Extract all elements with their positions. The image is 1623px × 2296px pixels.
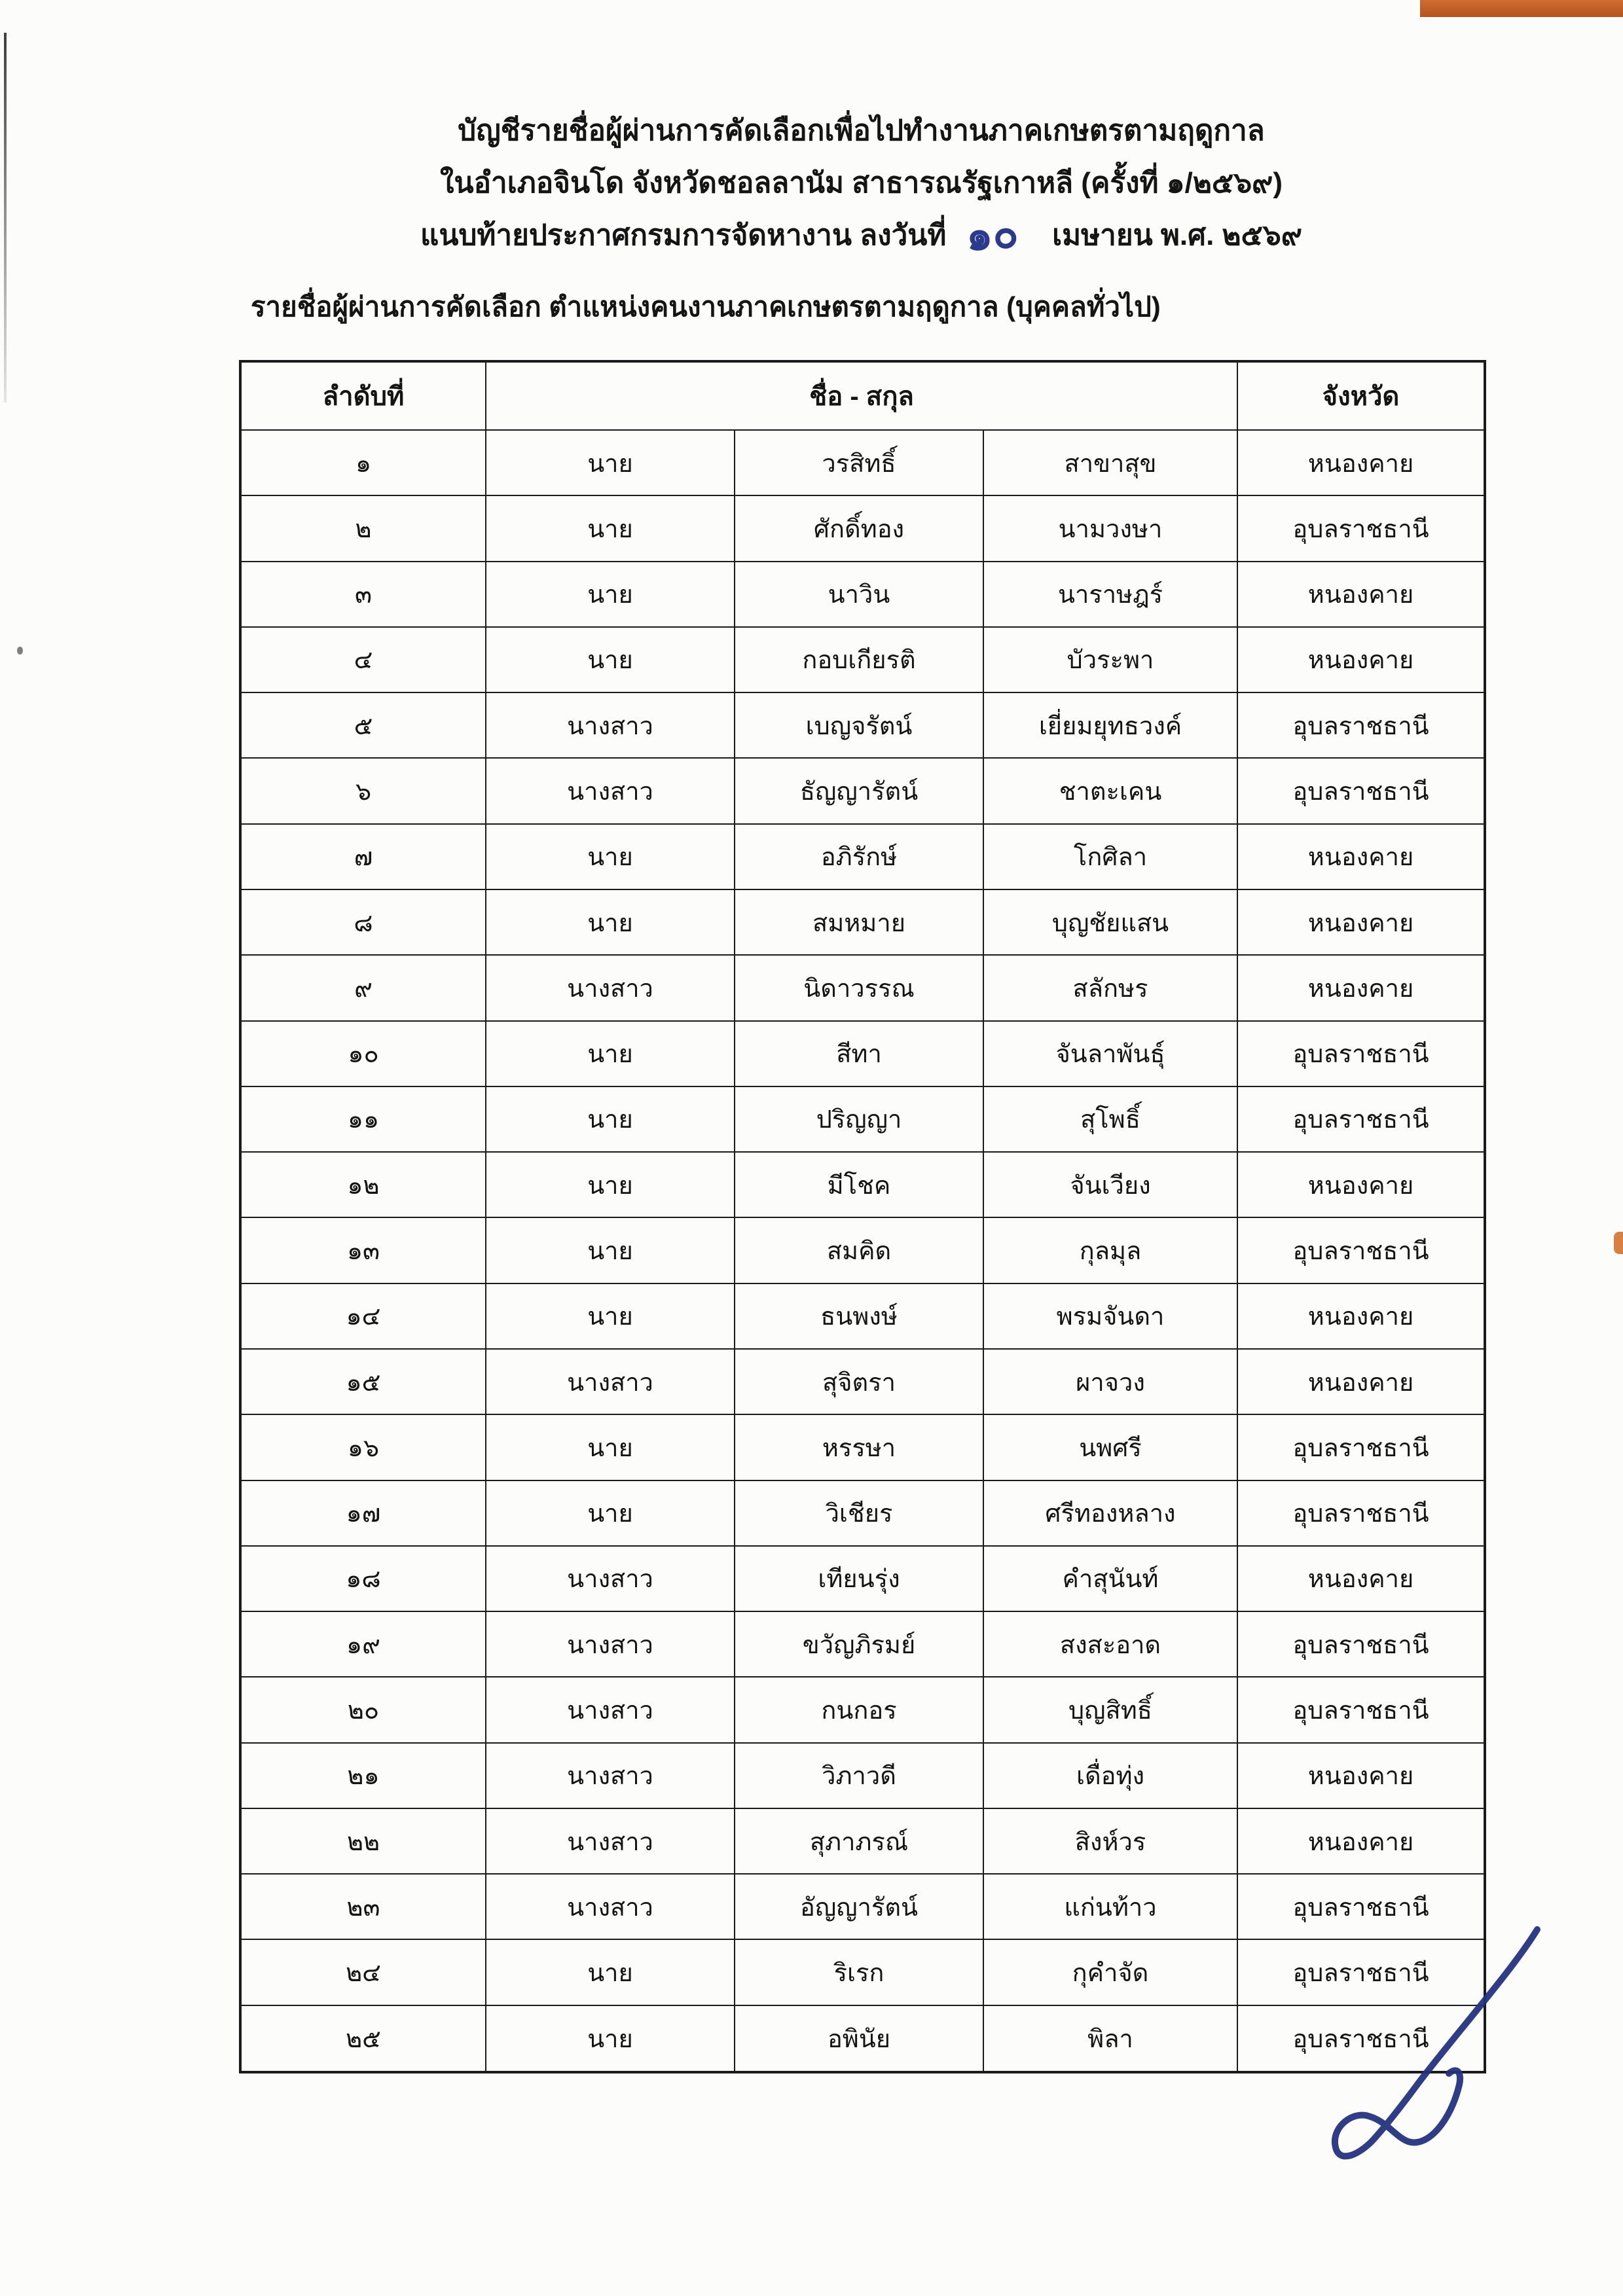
scan-artifact-orange-dot <box>1614 1232 1623 1254</box>
cell-province: หนองคาย <box>1237 627 1485 692</box>
table-row <box>240 1808 1485 1874</box>
cell-title-prefix: นางสาว <box>486 1677 735 1742</box>
cell-order-number: ๗ <box>240 824 486 889</box>
cell-province: อุบลราชธานี <box>1237 1874 1485 1939</box>
cell-order-number: ๔ <box>240 627 486 692</box>
table-row <box>240 1152 1485 1217</box>
cell-first-name: อภิรักษ์ <box>735 824 983 889</box>
cell-last-name: โกศิลา <box>983 824 1237 889</box>
cell-title-prefix: นางสาว <box>486 692 735 758</box>
table-row <box>240 1874 1485 1939</box>
cell-order-number: ๒๒ <box>240 1808 486 1874</box>
cell-title-prefix: นาย <box>486 1939 735 2005</box>
cell-first-name: ขวัญภิรมย์ <box>735 1611 983 1677</box>
table-body <box>240 430 1485 2072</box>
cell-province: อุบลราชธานี <box>1237 692 1485 758</box>
cell-title-prefix: นาย <box>486 495 735 561</box>
cell-order-number: ๒๑ <box>240 1743 486 1808</box>
cell-title-prefix: นางสาว <box>486 758 735 823</box>
cell-first-name: หรรษา <box>735 1414 983 1480</box>
cell-title-prefix: นาย <box>486 1217 735 1283</box>
cell-title-prefix: นาย <box>486 1021 735 1086</box>
table-row <box>240 1021 1485 1086</box>
header-full-name: ชื่อ - สกุล <box>486 361 1237 430</box>
table-header-row <box>240 361 1485 430</box>
cell-province: หนองคาย <box>1237 889 1485 955</box>
cell-title-prefix: นาย <box>486 627 735 692</box>
table-row <box>240 1217 1485 1283</box>
cell-order-number: ๒๔ <box>240 1939 486 2005</box>
list-subtitle: รายชื่อผู้ผ่านการคัดเลือก ตำแหน่งคนงานภาคเกษตรตามฤดูกาล (บุคคลทั่วไป) <box>251 291 1161 322</box>
table-row <box>240 1546 1485 1611</box>
cell-last-name: สาขาสุข <box>983 430 1237 495</box>
cell-order-number: ๑ <box>240 430 486 495</box>
cell-first-name: เบญจรัตน์ <box>735 692 983 758</box>
cell-last-name: กุคำจัด <box>983 1939 1237 2005</box>
cell-province: อุบลราชธานี <box>1237 1414 1485 1480</box>
cell-province: หนองคาย <box>1237 824 1485 889</box>
cell-first-name: นิดาวรรณ <box>735 955 983 1020</box>
cell-first-name: นาวิน <box>735 562 983 627</box>
cell-last-name: นพศรี <box>983 1414 1237 1480</box>
cell-last-name: จันลาพันธุ์ <box>983 1021 1237 1086</box>
cell-province: อุบลราชธานี <box>1237 758 1485 823</box>
table-row <box>240 824 1485 889</box>
cell-last-name: คำสุนันท์ <box>983 1546 1237 1611</box>
cell-title-prefix: นาย <box>486 430 735 495</box>
cell-last-name: กุลมุล <box>983 1217 1237 1283</box>
cell-last-name: นาราษฎร์ <box>983 562 1237 627</box>
cell-province: อุบลราชธานี <box>1237 1021 1485 1086</box>
cell-title-prefix: นาย <box>486 1480 735 1546</box>
table-row <box>240 1349 1485 1414</box>
cell-province: หนองคาย <box>1237 1152 1485 1217</box>
cell-last-name: สุโพธิ์ <box>983 1086 1237 1152</box>
cell-title-prefix: นางสาว <box>486 1546 735 1611</box>
cell-order-number: ๒๐ <box>240 1677 486 1742</box>
header-province: จังหวัด <box>1237 361 1485 430</box>
cell-first-name: เทียนรุ่ง <box>735 1546 983 1611</box>
cell-province: อุบลราชธานี <box>1237 495 1485 561</box>
cell-title-prefix: นาย <box>486 824 735 889</box>
cell-last-name: สลักษร <box>983 955 1237 1020</box>
cell-last-name: บุญชัยแสน <box>983 889 1237 955</box>
title-line-1: บัญชีรายชื่อผู้ผ่านการคัดเลือกเพื่อไปทำงานภาคเกษตรตามฤดูกาล <box>458 115 1265 147</box>
cell-last-name: ชาตะเคน <box>983 758 1237 823</box>
cell-title-prefix: นาย <box>486 1283 735 1349</box>
cell-order-number: ๑๒ <box>240 1152 486 1217</box>
cell-title-prefix: นาย <box>486 1414 735 1480</box>
cell-first-name: วรสิทธิ์ <box>735 430 983 495</box>
title-line-3-prefix: แนบท้ายประกาศกรมการจัดหางาน ลงวันที่ <box>420 219 947 252</box>
cell-last-name: บุญสิทธิ์ <box>983 1677 1237 1742</box>
cell-first-name: กอบเกียรติ <box>735 627 983 692</box>
table-row <box>240 1283 1485 1349</box>
cell-order-number: ๓ <box>240 562 486 627</box>
cell-first-name: สมคิด <box>735 1217 983 1283</box>
scan-artifact-left-line <box>4 33 7 403</box>
table-row <box>240 1939 1485 2005</box>
title-line-2: ในอำเภอจินโด จังหวัดชอลลานัม สาธารณรัฐเกาหลี (ครั้งที่ ๑/๒๕๖๙) <box>440 167 1283 200</box>
table-row <box>240 758 1485 823</box>
table-row <box>240 889 1485 955</box>
cell-province: หนองคาย <box>1237 430 1485 495</box>
cell-first-name: วิภาวดี <box>735 1743 983 1808</box>
cell-last-name: สงสะอาด <box>983 1611 1237 1677</box>
cell-order-number: ๑๔ <box>240 1283 486 1349</box>
cell-title-prefix: นางสาว <box>486 1611 735 1677</box>
table-row <box>240 1743 1485 1808</box>
cell-province: หนองคาย <box>1237 562 1485 627</box>
table-row <box>240 1086 1485 1152</box>
cell-first-name: ธนพงษ์ <box>735 1283 983 1349</box>
cell-first-name: สุภาภรณ์ <box>735 1808 983 1874</box>
cell-province: อุบลราชธานี <box>1237 1086 1485 1152</box>
cell-last-name: จันเวียง <box>983 1152 1237 1217</box>
cell-order-number: ๘ <box>240 889 486 955</box>
cell-order-number: ๒๓ <box>240 1874 486 1939</box>
cell-title-prefix: นาย <box>486 2005 735 2072</box>
cell-province: อุบลราชธานี <box>1237 1677 1485 1742</box>
table-row <box>240 692 1485 758</box>
cell-last-name: นามวงษา <box>983 495 1237 561</box>
cell-order-number: ๑๘ <box>240 1546 486 1611</box>
cell-order-number: ๑๗ <box>240 1480 486 1546</box>
cell-first-name: สุจิตรา <box>735 1349 983 1414</box>
cell-first-name: ริเรก <box>735 1939 983 2005</box>
scan-artifact-dot <box>17 647 23 655</box>
cell-title-prefix: นางสาว <box>486 1874 735 1939</box>
table-row <box>240 1677 1485 1742</box>
cell-order-number: ๒๕ <box>240 2005 486 2072</box>
cell-first-name: ปริญญา <box>735 1086 983 1152</box>
table-row <box>240 1611 1485 1677</box>
cell-province: อุบลราชธานี <box>1237 1217 1485 1283</box>
cell-order-number: ๑๖ <box>240 1414 486 1480</box>
cell-order-number: ๑๐ <box>240 1021 486 1086</box>
cell-last-name: เยี่ยมยุทธวงค์ <box>983 692 1237 758</box>
title-line-3-suffix: เมษายน พ.ศ. ๒๕๖๙ <box>1052 219 1302 252</box>
cell-province: หนองคาย <box>1237 1283 1485 1349</box>
cell-province: อุบลราชธานี <box>1237 1939 1485 2005</box>
document-title-block <box>239 105 1484 262</box>
cell-province: หนองคาย <box>1237 1349 1485 1414</box>
cell-first-name: อพินัย <box>735 2005 983 2072</box>
handwritten-date-number: ๑๐ <box>964 209 1020 260</box>
table-row <box>240 430 1485 495</box>
cell-province: หนองคาย <box>1237 955 1485 1020</box>
title-line-3 <box>239 209 1484 262</box>
header-order-number: ลำดับที่ <box>240 361 486 430</box>
cell-last-name: สิงห์วร <box>983 1808 1237 1874</box>
cell-title-prefix: นางสาว <box>486 1743 735 1808</box>
cell-first-name: มีโชค <box>735 1152 983 1217</box>
cell-last-name: แก่นท้าว <box>983 1874 1237 1939</box>
selected-candidates-table <box>239 360 1486 2073</box>
cell-title-prefix: นางสาว <box>486 1349 735 1414</box>
table-row <box>240 2005 1485 2072</box>
cell-order-number: ๙ <box>240 955 486 1020</box>
cell-title-prefix: นาย <box>486 1152 735 1217</box>
cell-first-name: ธัญญารัตน์ <box>735 758 983 823</box>
table-row <box>240 1480 1485 1546</box>
cell-last-name: บัวระพา <box>983 627 1237 692</box>
scan-artifact-orange-bar <box>1420 0 1623 17</box>
cell-title-prefix: นาย <box>486 562 735 627</box>
cell-order-number: ๑๕ <box>240 1349 486 1414</box>
cell-province: หนองคาย <box>1237 1546 1485 1611</box>
cell-first-name: อัญญารัตน์ <box>735 1874 983 1939</box>
cell-first-name: วิเชียร <box>735 1480 983 1546</box>
cell-first-name: สีทา <box>735 1021 983 1086</box>
table-row <box>240 627 1485 692</box>
cell-title-prefix: นาย <box>486 1086 735 1152</box>
cell-order-number: ๑๑ <box>240 1086 486 1152</box>
cell-order-number: ๑๓ <box>240 1217 486 1283</box>
table-row <box>240 955 1485 1020</box>
cell-order-number: ๑๙ <box>240 1611 486 1677</box>
cell-first-name: สมหมาย <box>735 889 983 955</box>
cell-first-name: ศักดิ์ทอง <box>735 495 983 561</box>
cell-province: หนองคาย <box>1237 1743 1485 1808</box>
cell-last-name: ผาจวง <box>983 1349 1237 1414</box>
cell-title-prefix: นางสาว <box>486 1808 735 1874</box>
cell-last-name: ศรีทองหลาง <box>983 1480 1237 1546</box>
cell-province: หนองคาย <box>1237 1808 1485 1874</box>
cell-order-number: ๕ <box>240 692 486 758</box>
cell-title-prefix: นางสาว <box>486 955 735 1020</box>
cell-first-name: กนกอร <box>735 1677 983 1742</box>
cell-province: อุบลราชธานี <box>1237 2005 1485 2072</box>
cell-province: อุบลราชธานี <box>1237 1480 1485 1546</box>
cell-last-name: พิลา <box>983 2005 1237 2072</box>
cell-order-number: ๒ <box>240 495 486 561</box>
table-row <box>240 495 1485 561</box>
selected-candidates-table-wrap <box>239 360 1484 2073</box>
cell-title-prefix: นาย <box>486 889 735 955</box>
cell-order-number: ๖ <box>240 758 486 823</box>
cell-last-name: พรมจันดา <box>983 1283 1237 1349</box>
table-row <box>240 562 1485 627</box>
cell-province: อุบลราชธานี <box>1237 1611 1485 1677</box>
cell-last-name: เดื่อทุ่ง <box>983 1743 1237 1808</box>
table-row <box>240 1414 1485 1480</box>
